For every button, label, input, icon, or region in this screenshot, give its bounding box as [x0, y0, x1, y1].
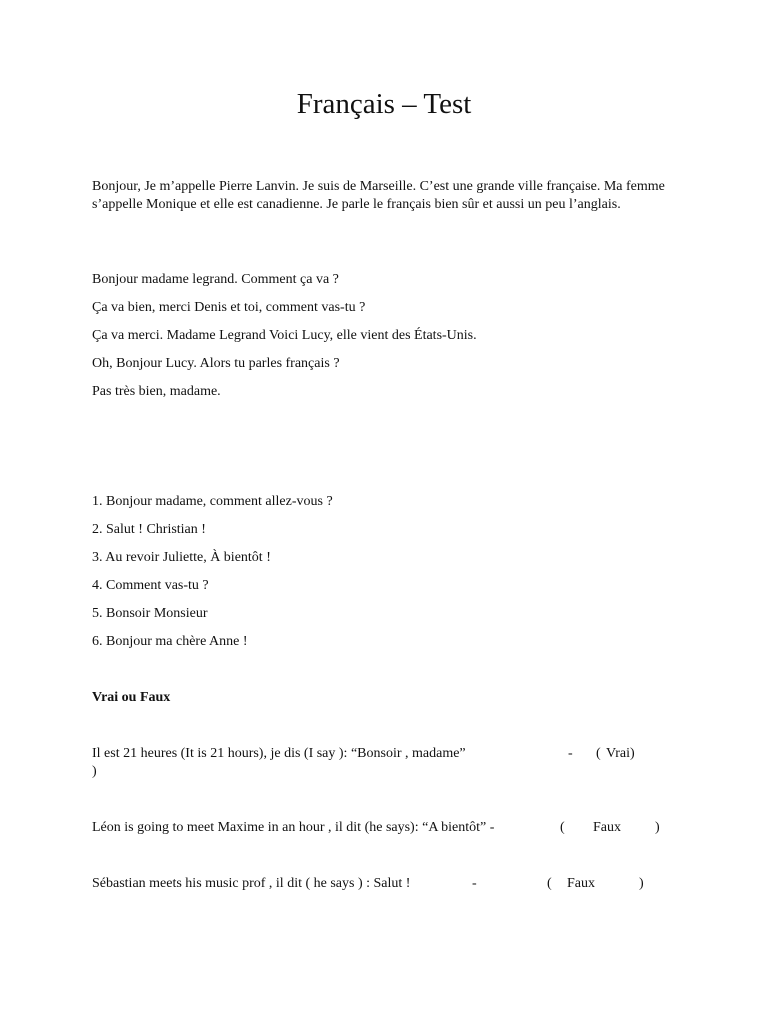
tf-close-paren-3: ) [639, 876, 644, 891]
tf-close-paren-2: ) [655, 820, 660, 835]
true-false-row-1 [92, 745, 692, 785]
true-false-row-2 [92, 819, 692, 859]
tf-dash-3: - [472, 876, 477, 891]
dialogue-line-1: Bonjour madame legrand. Comment ça va ? [92, 272, 339, 287]
tf-dash-1: - [568, 746, 573, 761]
page-title: Français – Test [296, 88, 472, 120]
tf-open-paren-2: ( [560, 820, 565, 835]
intro-paragraph: Bonjour, Je m’appelle Pierre Lanvin. Je suis de Marseille. C’est une grande ville française. Ma femme s’appelle Monique et elle est canadienne. Je parle le français bien sûr et aussi un peu l’anglais. [92, 179, 665, 212]
tf-close-paren-1: ) [92, 764, 97, 779]
tf-open-paren-1: ( [596, 746, 601, 761]
numbered-item-1: 1. Bonjour madame, comment allez-vous ? [92, 494, 333, 509]
dialogue-line-5: Pas très bien, madame. [92, 384, 221, 399]
numbered-item-4: 4. Comment vas-tu ? [92, 578, 209, 593]
tf-statement-2: Léon is going to meet Maxime in an hour , il dit (he says): “A bientôt” - [92, 820, 495, 835]
tf-answer-2: Faux [593, 820, 621, 835]
numbered-item-6: 6. Bonjour ma chère Anne ! [92, 634, 248, 649]
tf-answer-1: Vrai) [606, 746, 635, 761]
tf-open-paren-3: ( [547, 876, 552, 891]
true-false-row-3 [92, 875, 692, 915]
dialogue-line-2: Ça va bien, merci Denis et toi, comment vas-tu ? [92, 300, 366, 315]
numbered-item-3: 3. Au revoir Juliette, À bientôt ! [92, 550, 271, 565]
numbered-item-2: 2. Salut ! Christian ! [92, 522, 206, 537]
section-heading: Vrai ou Faux [92, 690, 171, 705]
numbered-item-5: 5. Bonsoir Monsieur [92, 606, 208, 621]
dialogue-line-4: Oh, Bonjour Lucy. Alors tu parles français ? [92, 356, 340, 371]
tf-statement-3: Sébastian meets his music prof , il dit ( he says ) : Salut ! [92, 876, 411, 891]
dialogue-line-3: Ça va merci. Madame Legrand Voici Lucy, elle vient des États-Unis. [92, 328, 477, 343]
tf-answer-3: Faux [567, 876, 595, 891]
tf-statement-1: Il est 21 heures (It is 21 hours), je dis (I say ): “Bonsoir , madame” [92, 746, 466, 761]
